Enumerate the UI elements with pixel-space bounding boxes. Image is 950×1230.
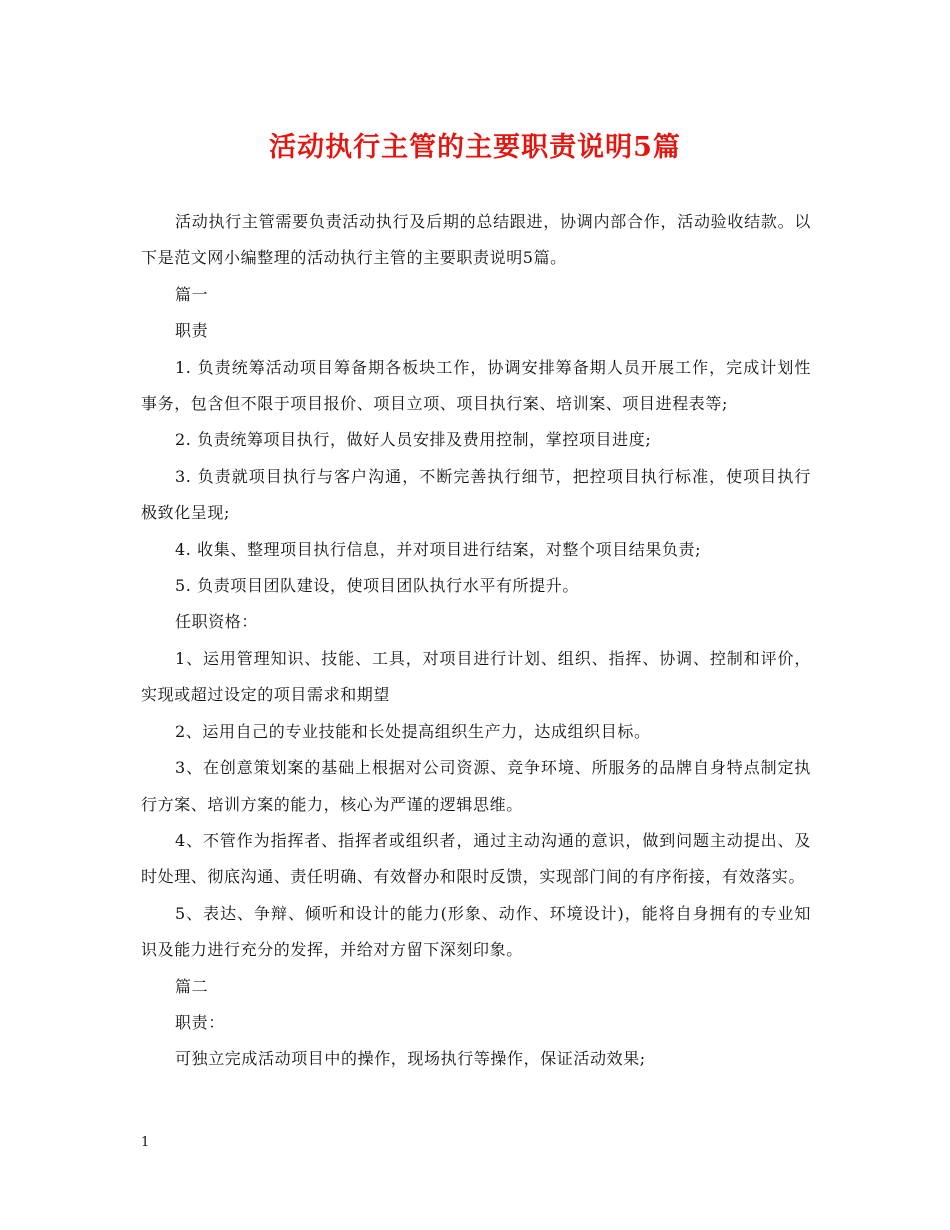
subheading-qualifications: 任职资格： [175,612,259,632]
document-title: 活动执行主管的主要职责说明5篇 [269,132,681,163]
page-number: 1 [141,1135,150,1150]
section-heading-part-two: 篇二 [175,976,209,996]
qualification-item-3: 3、在创意策划案的基础上根据对公司资源、竞争环境、所服务的品牌自身特点制定执行方案、培训方案的能力，核心为严谨的逻辑思维。 [141,758,811,814]
intro-paragraph: 活动执行主管需要负责活动执行及后期的总结跟进，协调内部合作，活动验收结款。以下是范文网小编整理的活动执行主管的主要职责说明5篇。 [141,212,811,268]
qualification-item-5: 5、表达、争辩、倾听和设计的能力(形象、动作、环境设计)，能将自身拥有的专业知识及能力进行充分的发挥，并给对方留下深刻印象。 [141,903,811,960]
subheading-duties-two: 职责： [175,1012,225,1032]
qualification-item-4: 4、不管作为指挥者、指挥者或组织者，通过主动沟通的意识，做到问题主动提出、及时处理、彻底沟通、责任明确、有效督办和限时反馈，实现部门间的有序衔接，有效落实。 [141,830,811,887]
subheading-duties: 职责 [175,321,209,341]
qualification-item-1: 1、运用管理知识、技能、工具，对项目进行计划、组织、指挥、协调、控制和评价，实现或超过设定的项目需求和期望 [141,648,811,705]
document-body [141,204,811,1078]
duty-item-3: 3. 负责就项目执行与客户沟通，不断完善执行细节，把控项目执行标准，使项目执行极致化呈现; [141,466,811,523]
duty-item-5: 5. 负责项目团队建设，使项目团队执行水平有所提升。 [175,576,579,596]
qualification-item-2: 2、运用自己的专业技能和长处提高组织生产力，达成组织目标。 [175,721,651,741]
duty-item-part-two-1: 可独立完成活动项目中的操作，现场执行等操作，保证活动效果; [175,1049,646,1069]
duty-item-2: 2. 负责统筹项目执行，做好人员安排及费用控制，掌控项目进度; [175,430,652,450]
duty-item-1: 1. 负责统筹活动项目筹备期各板块工作，协调安排筹备期人员开展工作，完成计划性事务，包含但不限于项目报价、项目立项、项目执行案、培训案、项目进程表等; [141,357,811,414]
section-heading-part-one: 篇一 [175,284,209,304]
duty-item-4: 4. 收集、整理项目执行信息，并对项目进行结案，对整个项目结果负责; [175,539,702,559]
